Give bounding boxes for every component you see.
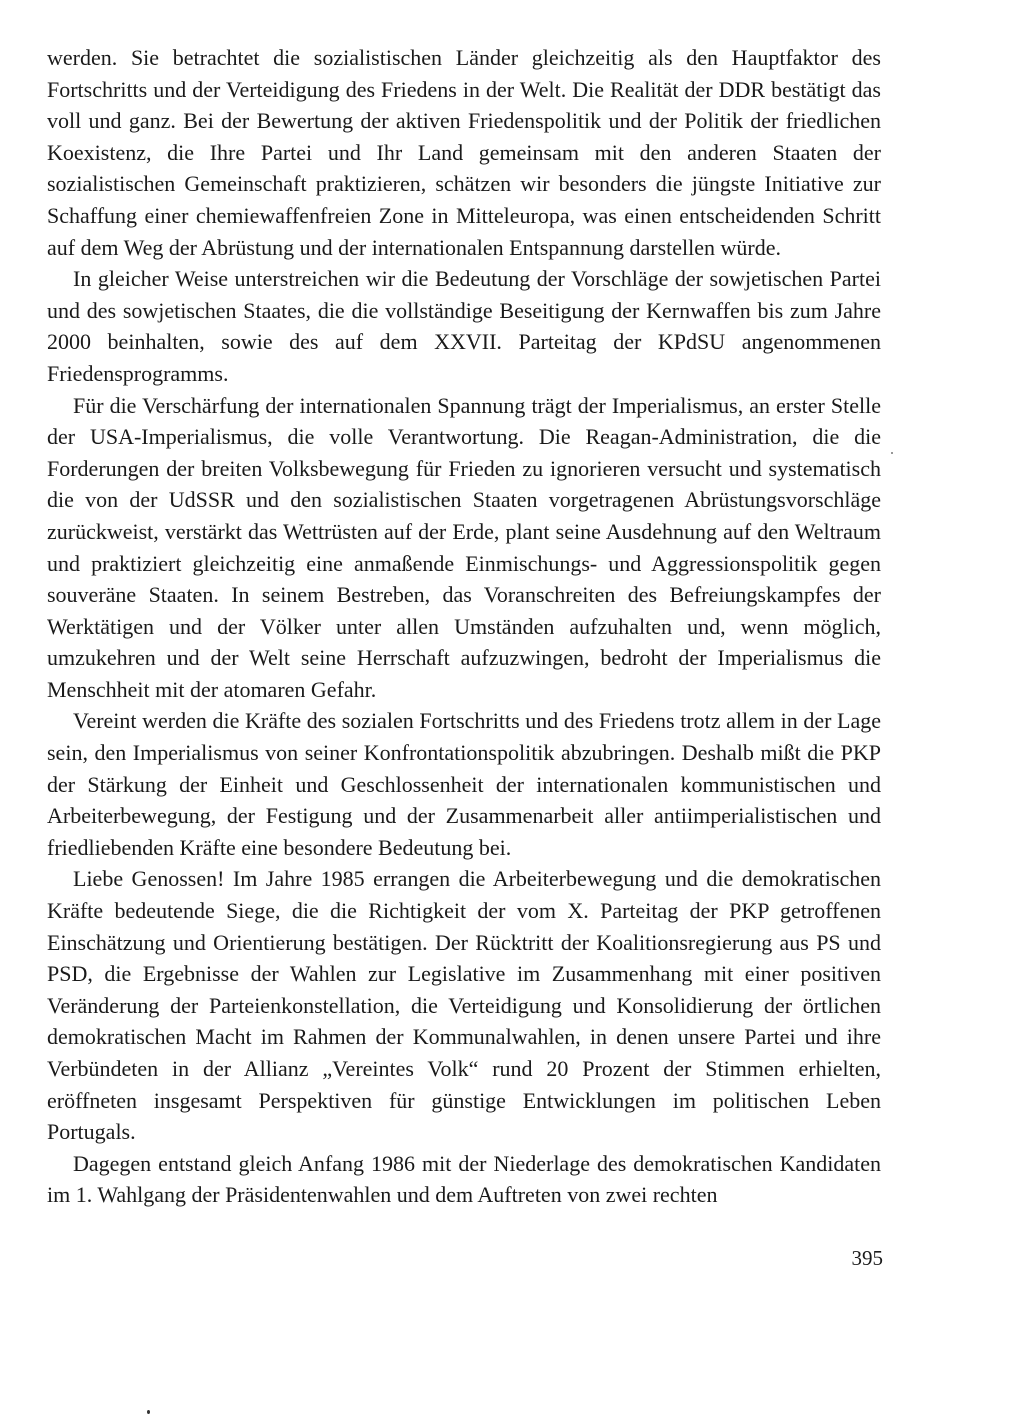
page-number: 395 bbox=[851, 1246, 883, 1270]
paragraph: Liebe Genossen! Im Jahre 1985 errangen die Arbeiterbewegung und die demokratischen Kräfte bedeutende Siege, die die Richtigkeit der vom X. Parteitag der PKP getroffenen Einschätzung und Orientierung bestätigen. Der Rücktritt der Koalitionsregierung aus PS und PSD, die Ergebnisse der Wahlen zur Legislative im Zusammenhang mit einer positiven Veränderung der Parteienkonstellation, die Verteidigung und Konsolidierung der örtlichen demokratischen Macht im Rahmen der Kommunalwahlen, in denen unsere Partei und ihre Verbündeten in der Allianz „Vereintes Volk“ rund 20 Prozent der Stimmen erhielten, eröffneten insgesamt Perspektiven für günstige Entwicklungen im politischen Leben Portugals. bbox=[47, 866, 881, 1145]
paragraph: Dagegen entstand gleich Anfang 1986 mit der Niederlage des demokratischen Kandidaten im 1. Wahlgang der Präsidentenwahlen und dem Auftreten von zwei rechten bbox=[47, 1150, 881, 1208]
paragraph: Für die Verschärfung der internationalen Spannung trägt der Imperialismus, an erster Stelle der USA-Imperialismus, die volle Verantwortung. Die Reagan-Administration, die die Forderungen der breiten Volksbewegung für Frieden zu ignorieren versucht und systematisch die von der UdSSR und den sozialistischen Staaten vorgetragenen Abrüstungsvorschläge zurückweist, verstärkt das Wettrüsten auf der Erde, plant seine Ausdehnung auf den Weltraum und praktiziert gleichzeitig eine anmaßende Einmischungs- und Aggressionspolitik gegen souveräne Staaten. In seinem Bestreben, das Voranschreiten des Befreiungskampfes der Werktätigen und der Völker unter allen Umständen aufzuhalten und, wenn möglich, umzukehren und der Welt seine Herrschaft aufzuzwingen, bedroht der Imperialismus die Menschheit mit der atomaren Gefahr. bbox=[47, 392, 881, 702]
paragraph: Vereint werden die Kräfte des sozialen Fortschritts und des Friedens trotz allem in der Lage sein, den Imperialismus von seiner Konfrontationspolitik abzubringen. Deshalb mißt die PKP der Stärkung der Einheit und Geschlossenheit der internationalen kommunistischen und Arbeiterbewegung, der Festigung und der Zusammenarbeit aller antiimperialistischen und friedliebenden Kräfte eine besondere Bedeutung bei. bbox=[47, 708, 881, 860]
paragraph: In gleicher Weise unterstreichen wir die Bedeutung der Vorschläge der sowjetischen Partei und des sowjetischen Staates, die die vollständige Beseitigung der Kernwaffen bis zum Jahre 2000 beinhalten, sowie des auf dem XXVII. Parteitag der KPdSU angenommenen Friedensprogramms. bbox=[47, 266, 881, 386]
scan-speck bbox=[891, 452, 893, 454]
scan-speck bbox=[147, 1410, 150, 1414]
body-text bbox=[47, 42, 881, 1211]
paragraph: werden. Sie betrachtet die sozialistischen Länder gleichzeitig als den Hauptfaktor des Fortschritts und der Verteidigung des Friedens in der Welt. Die Realität der DDR bestätigt das voll und ganz. Bei der Bewertung der aktiven Friedenspolitik und der Politik der friedlichen Koexistenz, die Ihre Partei und Ihr Land gemeinsam mit den anderen Staaten der sozialistischen Gemeinschaft praktizieren, schätzen wir besonders die jüngste Initiative zur Schaffung einer chemiewaffenfreien Zone in Mitteleuropa, was einen entscheidenden Schritt auf dem Weg der Abrüstung und der internationalen Entspannung darstellen würde. bbox=[47, 45, 881, 260]
